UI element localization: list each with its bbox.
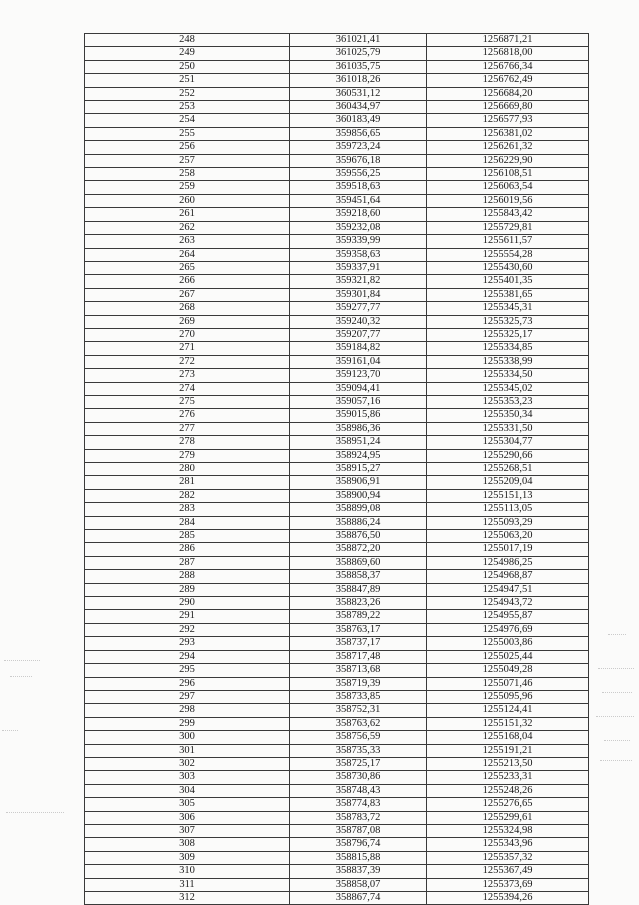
y-coordinate-cell: 1256577,93 <box>427 114 589 127</box>
point-number-cell: 280 <box>85 463 290 476</box>
x-coordinate-cell: 358725,17 <box>290 757 427 770</box>
table-row <box>85 127 589 140</box>
x-coordinate-cell: 358823,26 <box>290 597 427 610</box>
x-coordinate-cell: 358869,60 <box>290 556 427 569</box>
point-number-cell: 300 <box>85 731 290 744</box>
y-coordinate-cell: 1254943,72 <box>427 597 589 610</box>
point-number-cell: 277 <box>85 422 290 435</box>
y-coordinate-cell: 1255299,61 <box>427 811 589 824</box>
x-coordinate-cell: 361025,79 <box>290 47 427 60</box>
x-coordinate-cell: 359556,25 <box>290 168 427 181</box>
point-number-cell: 262 <box>85 221 290 234</box>
coordinates-table-body <box>85 34 589 905</box>
point-number-cell: 272 <box>85 355 290 368</box>
y-coordinate-cell: 1256229,90 <box>427 154 589 167</box>
table-row <box>85 409 589 422</box>
y-coordinate-cell: 1254968,87 <box>427 570 589 583</box>
x-coordinate-cell: 359676,18 <box>290 154 427 167</box>
x-coordinate-cell: 358900,94 <box>290 489 427 502</box>
y-coordinate-cell: 1256766,34 <box>427 60 589 73</box>
point-number-cell: 286 <box>85 543 290 556</box>
x-coordinate-cell: 358733,85 <box>290 690 427 703</box>
y-coordinate-cell: 1255168,04 <box>427 731 589 744</box>
table-row <box>85 731 589 744</box>
x-coordinate-cell: 358763,17 <box>290 623 427 636</box>
y-coordinate-cell: 1255049,28 <box>427 664 589 677</box>
table-row <box>85 436 589 449</box>
y-coordinate-cell: 1255325,73 <box>427 315 589 328</box>
point-number-cell: 306 <box>85 811 290 824</box>
y-coordinate-cell: 1255233,31 <box>427 771 589 784</box>
y-coordinate-cell: 1255353,23 <box>427 395 589 408</box>
point-number-cell: 253 <box>85 101 290 114</box>
point-number-cell: 278 <box>85 436 290 449</box>
x-coordinate-cell: 358756,59 <box>290 731 427 744</box>
table-row <box>85 583 589 596</box>
point-number-cell: 255 <box>85 127 290 140</box>
table-row <box>85 476 589 489</box>
y-coordinate-cell: 1255268,51 <box>427 463 589 476</box>
y-coordinate-cell: 1255345,31 <box>427 302 589 315</box>
table-row <box>85 328 589 341</box>
y-coordinate-cell: 1255394,26 <box>427 892 589 905</box>
point-number-cell: 312 <box>85 892 290 905</box>
table-row <box>85 503 589 516</box>
point-number-cell: 297 <box>85 690 290 703</box>
scan-artifact-right <box>608 634 626 635</box>
point-number-cell: 288 <box>85 570 290 583</box>
x-coordinate-cell: 360531,12 <box>290 87 427 100</box>
x-coordinate-cell: 359337,91 <box>290 261 427 274</box>
point-number-cell: 294 <box>85 650 290 663</box>
table-row <box>85 208 589 221</box>
point-number-cell: 268 <box>85 302 290 315</box>
point-number-cell: 311 <box>85 878 290 891</box>
table-row <box>85 878 589 891</box>
y-coordinate-cell: 1255843,42 <box>427 208 589 221</box>
x-coordinate-cell: 358763,62 <box>290 717 427 730</box>
y-coordinate-cell: 1255345,02 <box>427 382 589 395</box>
scan-artifact-right <box>602 692 632 693</box>
point-number-cell: 250 <box>85 60 290 73</box>
x-coordinate-cell: 358906,91 <box>290 476 427 489</box>
point-number-cell: 264 <box>85 248 290 261</box>
point-number-cell: 284 <box>85 516 290 529</box>
point-number-cell: 298 <box>85 704 290 717</box>
x-coordinate-cell: 361021,41 <box>290 34 427 47</box>
scan-artifact-left <box>6 812 64 813</box>
x-coordinate-cell: 359218,60 <box>290 208 427 221</box>
table-row <box>85 530 589 543</box>
table-row <box>85 342 589 355</box>
table-row <box>85 757 589 770</box>
y-coordinate-cell: 1255331,50 <box>427 422 589 435</box>
scan-artifact-right <box>596 716 634 717</box>
table-row <box>85 570 589 583</box>
point-number-cell: 261 <box>85 208 290 221</box>
x-coordinate-cell: 359339,99 <box>290 235 427 248</box>
x-coordinate-cell: 358876,50 <box>290 530 427 543</box>
point-number-cell: 282 <box>85 489 290 502</box>
table-row <box>85 597 589 610</box>
x-coordinate-cell: 358717,48 <box>290 650 427 663</box>
table-row <box>85 865 589 878</box>
x-coordinate-cell: 359358,63 <box>290 248 427 261</box>
y-coordinate-cell: 1256762,49 <box>427 74 589 87</box>
x-coordinate-cell: 359094,41 <box>290 382 427 395</box>
y-coordinate-cell: 1255191,21 <box>427 744 589 757</box>
table-row <box>85 355 589 368</box>
x-coordinate-cell: 359123,70 <box>290 369 427 382</box>
table-row <box>85 141 589 154</box>
table-row <box>85 395 589 408</box>
x-coordinate-cell: 359232,08 <box>290 221 427 234</box>
x-coordinate-cell: 359240,32 <box>290 315 427 328</box>
point-number-cell: 271 <box>85 342 290 355</box>
scan-artifact-left <box>4 660 40 661</box>
x-coordinate-cell: 358867,74 <box>290 892 427 905</box>
y-coordinate-cell: 1255334,50 <box>427 369 589 382</box>
x-coordinate-cell: 359451,64 <box>290 194 427 207</box>
point-number-cell: 299 <box>85 717 290 730</box>
point-number-cell: 252 <box>85 87 290 100</box>
table-row <box>85 449 589 462</box>
table-row <box>85 74 589 87</box>
y-coordinate-cell: 1255248,26 <box>427 784 589 797</box>
table-row <box>85 114 589 127</box>
y-coordinate-cell: 1256381,02 <box>427 127 589 140</box>
table-row <box>85 851 589 864</box>
y-coordinate-cell: 1255334,85 <box>427 342 589 355</box>
x-coordinate-cell: 361018,26 <box>290 74 427 87</box>
y-coordinate-cell: 1256871,21 <box>427 34 589 47</box>
table-row <box>85 248 589 261</box>
table-row <box>85 838 589 851</box>
y-coordinate-cell: 1255325,17 <box>427 328 589 341</box>
x-coordinate-cell: 360183,49 <box>290 114 427 127</box>
y-coordinate-cell: 1256063,54 <box>427 181 589 194</box>
x-coordinate-cell: 358713,68 <box>290 664 427 677</box>
x-coordinate-cell: 358915,27 <box>290 463 427 476</box>
coordinates-table <box>84 33 589 905</box>
point-number-cell: 291 <box>85 610 290 623</box>
table-row <box>85 784 589 797</box>
y-coordinate-cell: 1255729,81 <box>427 221 589 234</box>
y-coordinate-cell: 1255338,99 <box>427 355 589 368</box>
table-row <box>85 382 589 395</box>
y-coordinate-cell: 1255381,65 <box>427 288 589 301</box>
x-coordinate-cell: 358748,43 <box>290 784 427 797</box>
x-coordinate-cell: 359207,77 <box>290 328 427 341</box>
table-row <box>85 677 589 690</box>
y-coordinate-cell: 1255367,49 <box>427 865 589 878</box>
y-coordinate-cell: 1254976,69 <box>427 623 589 636</box>
point-number-cell: 275 <box>85 395 290 408</box>
y-coordinate-cell: 1255151,32 <box>427 717 589 730</box>
table-row <box>85 623 589 636</box>
y-coordinate-cell: 1255017,19 <box>427 543 589 556</box>
point-number-cell: 279 <box>85 449 290 462</box>
point-number-cell: 307 <box>85 824 290 837</box>
table-row <box>85 811 589 824</box>
table-row <box>85 87 589 100</box>
x-coordinate-cell: 359057,16 <box>290 395 427 408</box>
y-coordinate-cell: 1255003,86 <box>427 637 589 650</box>
x-coordinate-cell: 358986,36 <box>290 422 427 435</box>
y-coordinate-cell: 1255401,35 <box>427 275 589 288</box>
x-coordinate-cell: 359184,82 <box>290 342 427 355</box>
x-coordinate-cell: 359321,82 <box>290 275 427 288</box>
point-number-cell: 302 <box>85 757 290 770</box>
y-coordinate-cell: 1255095,96 <box>427 690 589 703</box>
table-row <box>85 610 589 623</box>
point-number-cell: 281 <box>85 476 290 489</box>
y-coordinate-cell: 1255209,04 <box>427 476 589 489</box>
y-coordinate-cell: 1255324,98 <box>427 824 589 837</box>
point-number-cell: 301 <box>85 744 290 757</box>
x-coordinate-cell: 358872,20 <box>290 543 427 556</box>
y-coordinate-cell: 1255151,13 <box>427 489 589 502</box>
table-row <box>85 717 589 730</box>
x-coordinate-cell: 358789,22 <box>290 610 427 623</box>
y-coordinate-cell: 1255071,46 <box>427 677 589 690</box>
table-row <box>85 168 589 181</box>
table-row <box>85 824 589 837</box>
table-row <box>85 771 589 784</box>
y-coordinate-cell: 1254947,51 <box>427 583 589 596</box>
y-coordinate-cell: 1256684,20 <box>427 87 589 100</box>
table-row <box>85 369 589 382</box>
x-coordinate-cell: 358719,39 <box>290 677 427 690</box>
x-coordinate-cell: 358951,24 <box>290 436 427 449</box>
x-coordinate-cell: 359518,63 <box>290 181 427 194</box>
scan-artifact-left <box>2 730 18 731</box>
y-coordinate-cell: 1255213,50 <box>427 757 589 770</box>
x-coordinate-cell: 361035,75 <box>290 60 427 73</box>
x-coordinate-cell: 358847,89 <box>290 583 427 596</box>
table-row <box>85 798 589 811</box>
scan-artifact-right <box>600 760 632 761</box>
table-row <box>85 235 589 248</box>
point-number-cell: 267 <box>85 288 290 301</box>
table-row <box>85 892 589 905</box>
x-coordinate-cell: 359277,77 <box>290 302 427 315</box>
point-number-cell: 251 <box>85 74 290 87</box>
y-coordinate-cell: 1255350,34 <box>427 409 589 422</box>
y-coordinate-cell: 1255343,96 <box>427 838 589 851</box>
x-coordinate-cell: 358858,37 <box>290 570 427 583</box>
point-number-cell: 258 <box>85 168 290 181</box>
y-coordinate-cell: 1255113,05 <box>427 503 589 516</box>
table-row <box>85 650 589 663</box>
point-number-cell: 270 <box>85 328 290 341</box>
table-row <box>85 489 589 502</box>
point-number-cell: 276 <box>85 409 290 422</box>
y-coordinate-cell: 1255290,66 <box>427 449 589 462</box>
table-row <box>85 664 589 677</box>
point-number-cell: 308 <box>85 838 290 851</box>
point-number-cell: 296 <box>85 677 290 690</box>
x-coordinate-cell: 358752,31 <box>290 704 427 717</box>
x-coordinate-cell: 358774,83 <box>290 798 427 811</box>
y-coordinate-cell: 1255124,41 <box>427 704 589 717</box>
point-number-cell: 285 <box>85 530 290 543</box>
table-row <box>85 463 589 476</box>
x-coordinate-cell: 358730,86 <box>290 771 427 784</box>
table-row <box>85 704 589 717</box>
scan-artifact-right <box>604 740 630 741</box>
point-number-cell: 257 <box>85 154 290 167</box>
x-coordinate-cell: 358737,17 <box>290 637 427 650</box>
table-row <box>85 690 589 703</box>
point-number-cell: 287 <box>85 556 290 569</box>
x-coordinate-cell: 359301,84 <box>290 288 427 301</box>
scan-artifact-left <box>10 676 32 677</box>
x-coordinate-cell: 358735,33 <box>290 744 427 757</box>
y-coordinate-cell: 1256108,51 <box>427 168 589 181</box>
point-number-cell: 283 <box>85 503 290 516</box>
table-row <box>85 101 589 114</box>
y-coordinate-cell: 1255093,29 <box>427 516 589 529</box>
y-coordinate-cell: 1254955,87 <box>427 610 589 623</box>
table-row <box>85 181 589 194</box>
table-row <box>85 556 589 569</box>
x-coordinate-cell: 360434,97 <box>290 101 427 114</box>
table-row <box>85 60 589 73</box>
table-row <box>85 422 589 435</box>
x-coordinate-cell: 359161,04 <box>290 355 427 368</box>
table-row <box>85 315 589 328</box>
point-number-cell: 249 <box>85 47 290 60</box>
x-coordinate-cell: 359723,24 <box>290 141 427 154</box>
table-row <box>85 47 589 60</box>
point-number-cell: 273 <box>85 369 290 382</box>
table-row <box>85 744 589 757</box>
table-row <box>85 543 589 556</box>
point-number-cell: 263 <box>85 235 290 248</box>
table-row <box>85 288 589 301</box>
table-row <box>85 302 589 315</box>
table-row <box>85 154 589 167</box>
y-coordinate-cell: 1255025,44 <box>427 650 589 663</box>
y-coordinate-cell: 1255357,32 <box>427 851 589 864</box>
x-coordinate-cell: 358924,95 <box>290 449 427 462</box>
x-coordinate-cell: 358837,39 <box>290 865 427 878</box>
point-number-cell: 256 <box>85 141 290 154</box>
point-number-cell: 290 <box>85 597 290 610</box>
y-coordinate-cell: 1256261,32 <box>427 141 589 154</box>
scan-artifact-right <box>598 668 634 669</box>
table-row <box>85 34 589 47</box>
x-coordinate-cell: 358796,74 <box>290 838 427 851</box>
x-coordinate-cell: 358858,07 <box>290 878 427 891</box>
point-number-cell: 248 <box>85 34 290 47</box>
y-coordinate-cell: 1255373,69 <box>427 878 589 891</box>
x-coordinate-cell: 359856,65 <box>290 127 427 140</box>
point-number-cell: 304 <box>85 784 290 797</box>
point-number-cell: 295 <box>85 664 290 677</box>
y-coordinate-cell: 1255063,20 <box>427 530 589 543</box>
x-coordinate-cell: 358886,24 <box>290 516 427 529</box>
table-row <box>85 194 589 207</box>
point-number-cell: 269 <box>85 315 290 328</box>
point-number-cell: 266 <box>85 275 290 288</box>
y-coordinate-cell: 1256019,56 <box>427 194 589 207</box>
table-row <box>85 261 589 274</box>
y-coordinate-cell: 1255276,65 <box>427 798 589 811</box>
table-row <box>85 637 589 650</box>
x-coordinate-cell: 358787,08 <box>290 824 427 837</box>
point-number-cell: 274 <box>85 382 290 395</box>
y-coordinate-cell: 1255304,77 <box>427 436 589 449</box>
point-number-cell: 293 <box>85 637 290 650</box>
point-number-cell: 292 <box>85 623 290 636</box>
point-number-cell: 259 <box>85 181 290 194</box>
y-coordinate-cell: 1256818,00 <box>427 47 589 60</box>
table-row <box>85 221 589 234</box>
x-coordinate-cell: 358899,08 <box>290 503 427 516</box>
y-coordinate-cell: 1256669,80 <box>427 101 589 114</box>
point-number-cell: 310 <box>85 865 290 878</box>
x-coordinate-cell: 359015,86 <box>290 409 427 422</box>
point-number-cell: 303 <box>85 771 290 784</box>
y-coordinate-cell: 1255430,60 <box>427 261 589 274</box>
y-coordinate-cell: 1255611,57 <box>427 235 589 248</box>
point-number-cell: 260 <box>85 194 290 207</box>
point-number-cell: 305 <box>85 798 290 811</box>
point-number-cell: 289 <box>85 583 290 596</box>
table-row <box>85 275 589 288</box>
point-number-cell: 309 <box>85 851 290 864</box>
table-row <box>85 516 589 529</box>
x-coordinate-cell: 358815,88 <box>290 851 427 864</box>
point-number-cell: 254 <box>85 114 290 127</box>
x-coordinate-cell: 358783,72 <box>290 811 427 824</box>
y-coordinate-cell: 1255554,28 <box>427 248 589 261</box>
y-coordinate-cell: 1254986,25 <box>427 556 589 569</box>
point-number-cell: 265 <box>85 261 290 274</box>
